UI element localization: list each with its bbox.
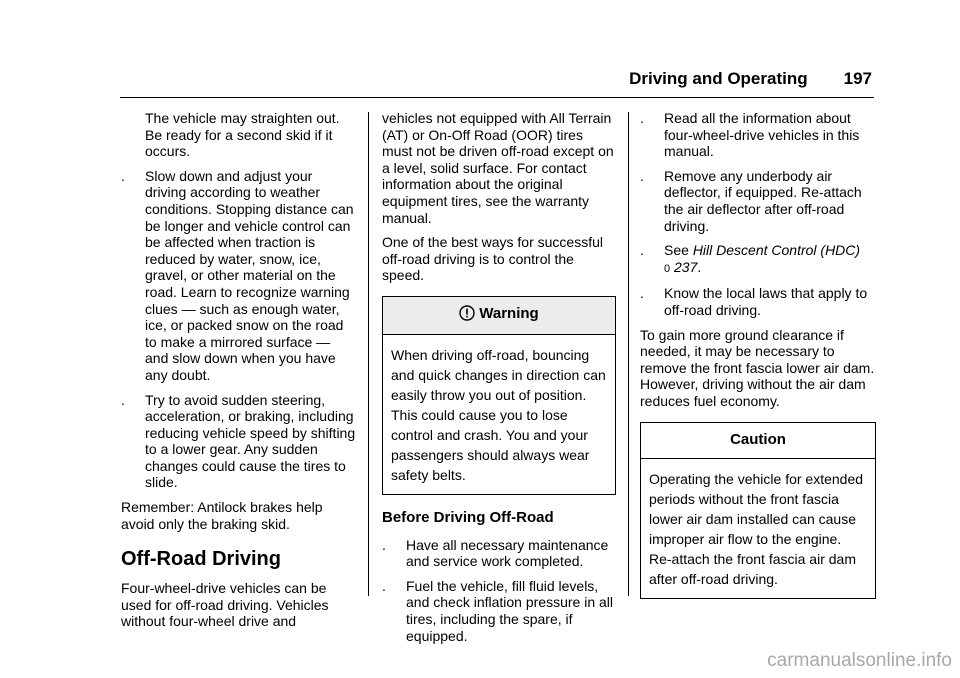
list-item — [121, 392, 357, 492]
tires-paragraph: vehicles not equipped with All Terrain (AT) or On-Off Road (OOR) tires must not be driven off-road except on a level, solid surface. For contact information about the original equipment tires, see the warranty manual. — [382, 110, 614, 226]
list-item — [640, 110, 876, 160]
bullet-mark: . — [121, 391, 125, 408]
clearance-paragraph: To gain more ground clearance if needed, it may be necessary to remove the front fascia lower air dam. However, driving without the air dam reduces fuel economy. — [640, 326, 875, 409]
page-number: 197 — [843, 69, 872, 88]
header-rule — [120, 97, 874, 98]
watermark: carmanualsonline.info — [767, 650, 952, 671]
caution-box — [640, 422, 876, 600]
column-1 — [121, 110, 357, 638]
bullet-mark: . — [640, 167, 644, 184]
column-2 — [382, 110, 616, 652]
page-ref-arrow-icon: 0 — [664, 262, 671, 275]
before-off-road-heading: Before Driving Off-Road — [382, 508, 554, 526]
bullet-text: Have all necessary maintenance and service work completed. — [406, 536, 609, 570]
bullet-mark: . — [640, 285, 644, 302]
warning-title: Warning — [479, 304, 539, 322]
bullet-text: Know the local laws that apply to off-road driving. — [664, 285, 868, 318]
warning-title-bar — [383, 297, 615, 335]
hdc-page-ref[interactable]: 237 — [674, 258, 698, 275]
off-road-intro: Four-wheel-drive vehicles can be used for off-road driving. Vehicles without four-wheel drive and — [121, 580, 329, 630]
caution-body: Operating the vehicle for extended periods without the front fascia lower air dam installed can cause improper air flow to the engine. Re-attach the front fascia air dam after off-road driving. — [649, 471, 864, 588]
list-item — [640, 168, 876, 234]
bullet-mark: . — [640, 110, 644, 126]
warning-icon — [459, 305, 475, 326]
bullet-text: Try to avoid sudden steering, acceleration, or braking, including reducing vehicle speed by shifting to a lower gear. Any sudden changes could cause the tires to slide. — [145, 391, 356, 491]
list-item — [640, 242, 876, 277]
list-item — [121, 168, 357, 384]
bullet-mark: . — [382, 536, 386, 553]
bullet-mark: . — [121, 167, 125, 184]
warning-box — [382, 296, 616, 495]
skid-continuation: The vehicle may straighten out. Be ready for a second skid if it occurs. — [145, 110, 340, 160]
column-divider-2 — [628, 112, 629, 596]
list-item — [382, 578, 616, 644]
warning-body: When driving off-road, bouncing and quick changes in direction can easily throw you out of position. This could cause you to lose control and crash. You and your passengers should always wear safety belts. — [391, 346, 606, 483]
bullet-mark: . — [382, 577, 386, 594]
page-header — [629, 69, 872, 89]
off-road-heading: Off-Road Driving — [121, 548, 281, 571]
bullet-text: Remove any underbody air deflector, if equipped. Re-attach the air deflector after off-road driving. — [664, 167, 862, 234]
see-prefix: See — [664, 242, 689, 259]
bullet-text: Fuel the vehicle, fill fluid levels, and check inflation pressure in all tires, including the spare, if equipped. — [406, 577, 614, 644]
bullet-text: Read all the information about four-wheel-drive vehicles in this manual. — [664, 110, 860, 160]
list-item — [382, 537, 616, 570]
caution-title: Caution — [641, 423, 875, 460]
column-divider-1 — [368, 112, 369, 596]
list-item — [640, 285, 876, 318]
hdc-cross-reference-link[interactable]: Hill Descent Control (HDC) — [692, 242, 861, 259]
bullet-text: Slow down and adjust your driving according to weather conditions. Stopping distance can be longer and vehicle control can be affected when traction is reduced by water, snow, ice, gravel, or other material on the road. Learn to recognize warning clues — such as enough water, ice, or packed snow on the road to make a mirrored surface — and slow down when you have any doubt. — [145, 167, 354, 383]
see-suffix: . — [697, 258, 702, 275]
speed-paragraph: One of the best ways for successful off-road driving is to control the speed. — [382, 234, 603, 284]
bullet-mark: . — [640, 242, 644, 259]
section-title: Driving and Operating — [629, 69, 808, 88]
column-3 — [640, 110, 876, 603]
remember-note: Remember: Antilock brakes help avoid only the braking skid. — [121, 499, 323, 532]
